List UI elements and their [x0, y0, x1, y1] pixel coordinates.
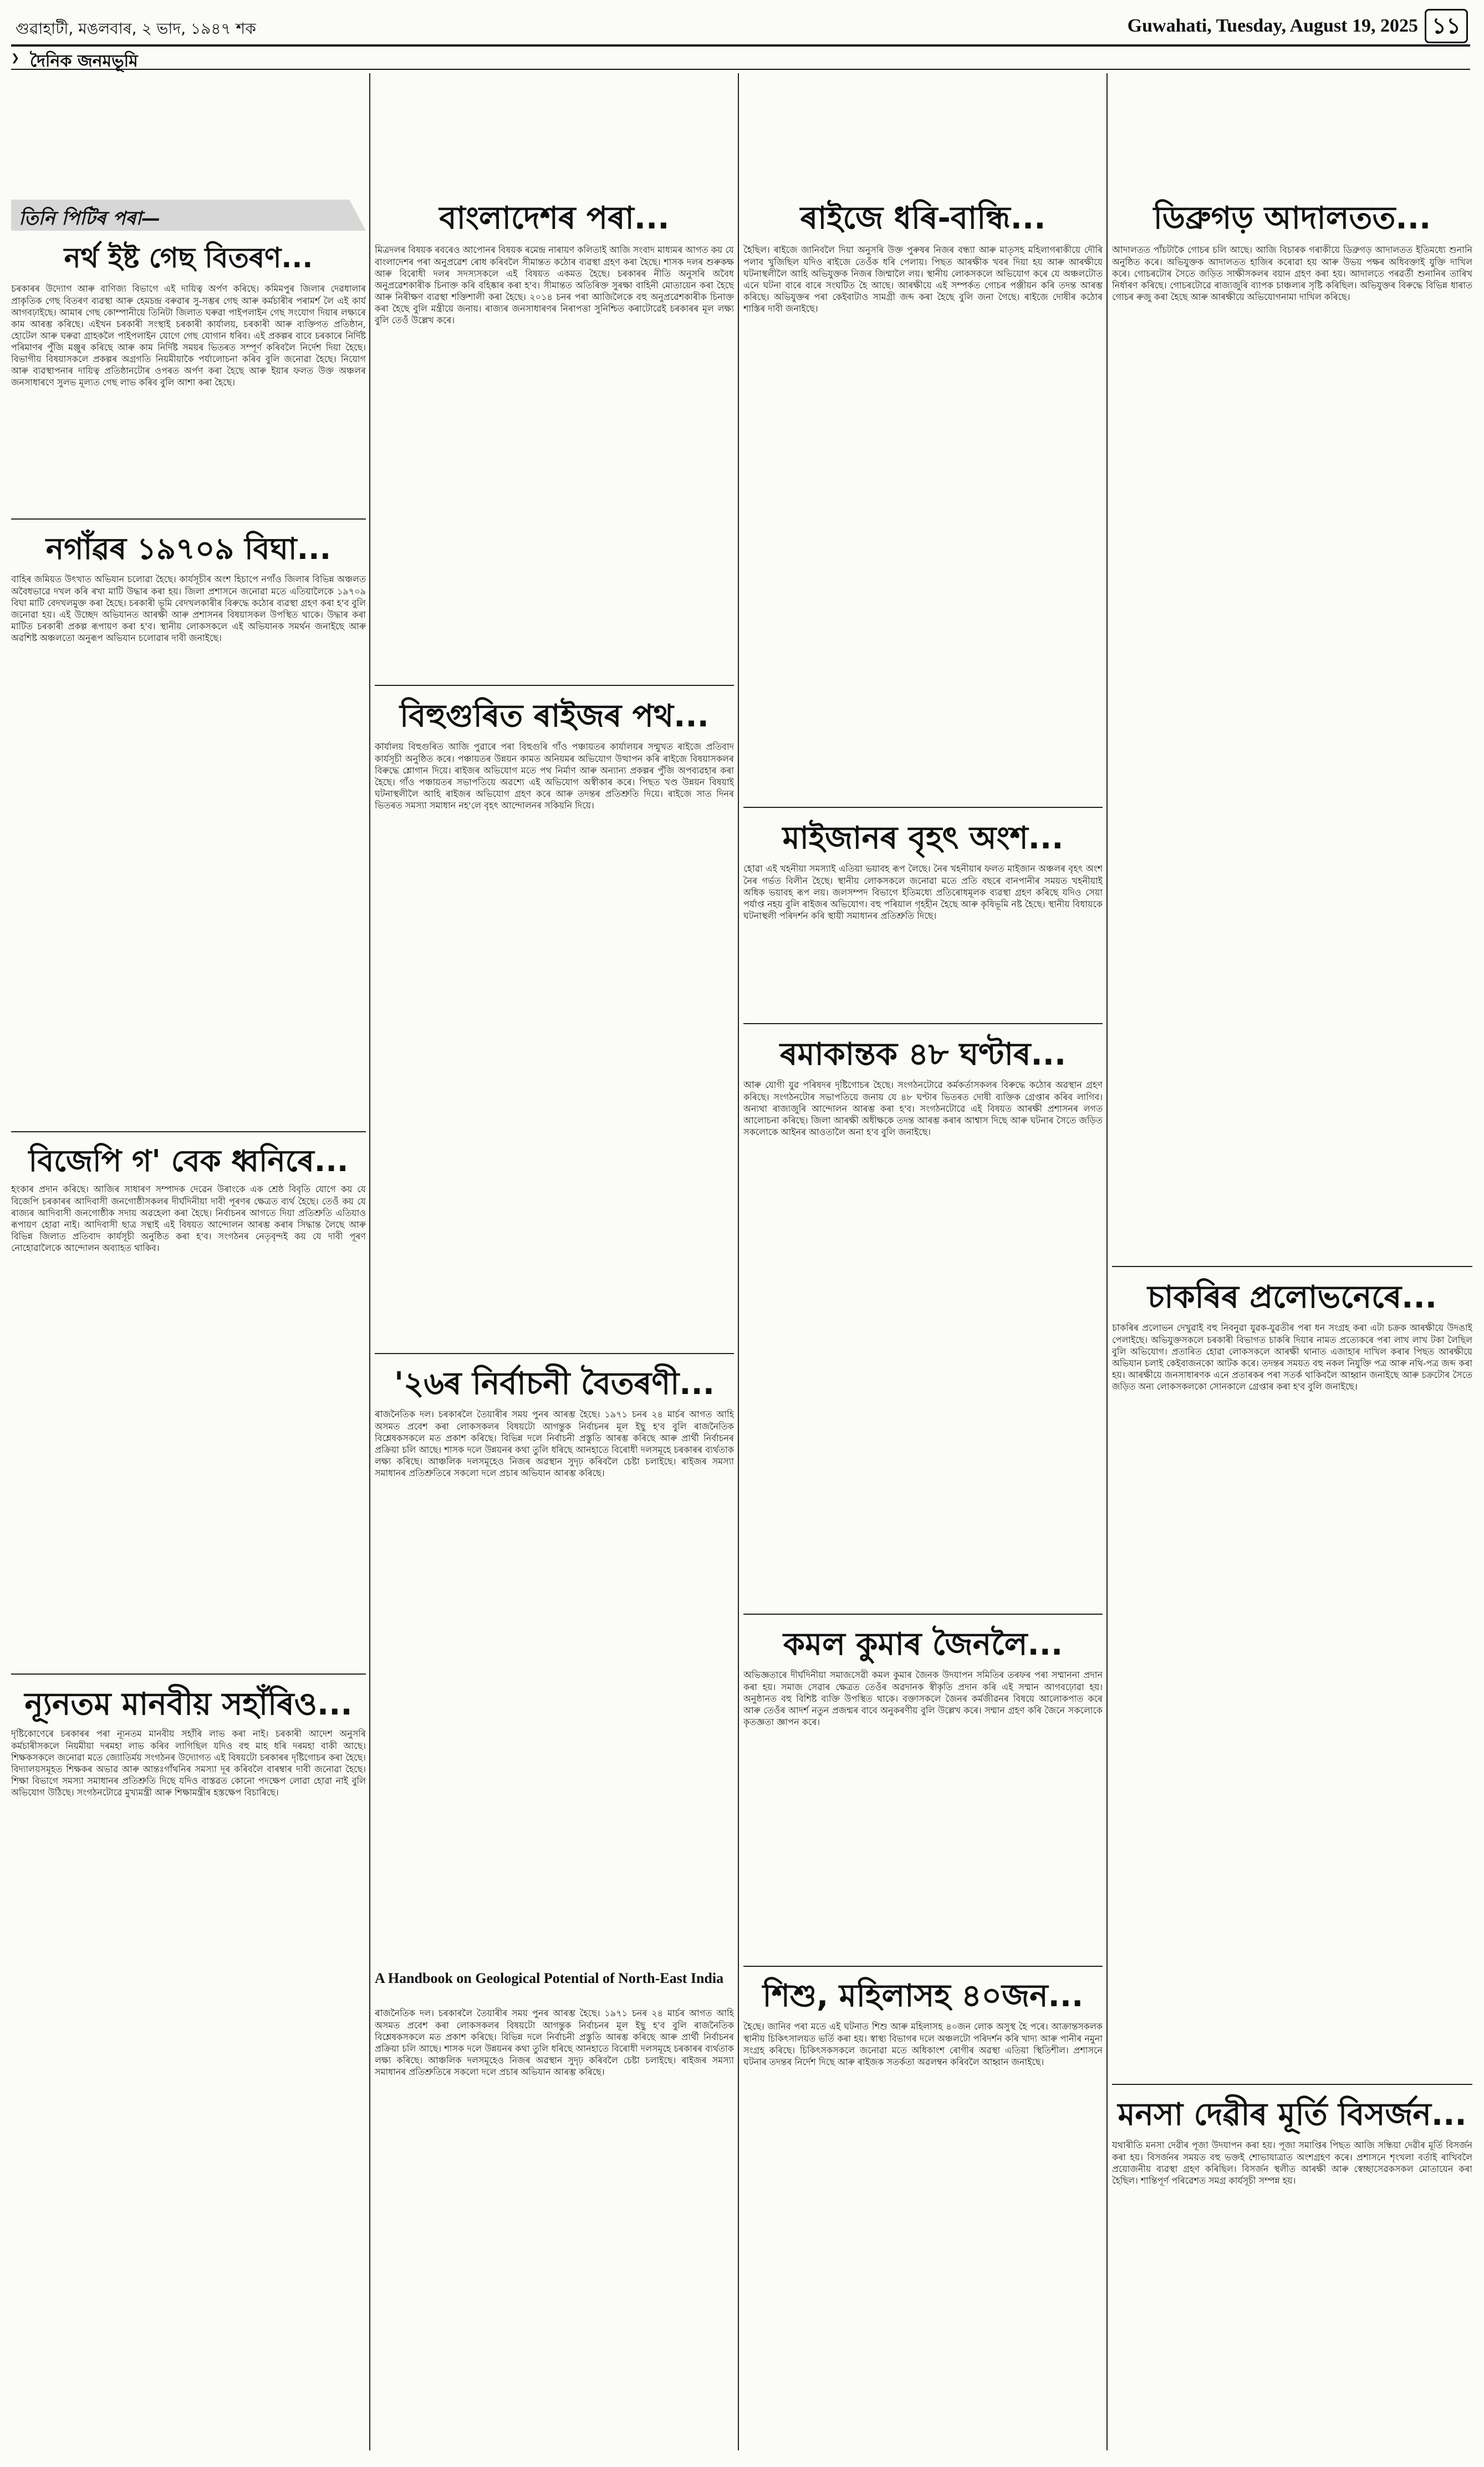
- header-bar: [16, 12, 1468, 38]
- article-body: অভিজ্ঞতাৰে দীৰ্ঘদিনীয়া সমাজসেৱী কমল কুমাৰ জৈনক উদযাপন সমিতিৰ তৰফৰ পৰা সম্মাননা প্ৰদান কৰা হয়। সমাজ সেৱাৰ ক্ষেত্ৰত তেওঁৰ অৱদানক স্বীকৃতি প্ৰদান কৰি এই সম্মান আগবঢ়োৱা হয়। অনুষ্ঠানত বহু বিশিষ্ট ব্যক্তি উপস্থিত থাকে। বক্তাসকলে জৈনৰ কৰ্মজীৱনৰ বিষয়ে আলোকপাত কৰে আৰু তেওঁৰ আদৰ্শ নতুন প্ৰজন্মৰ বাবে অনুকৰণীয় বুলি উল্লেখ কৰে। সম্মান গ্ৰহণ কৰি জৈনে সকলোকে কৃতজ্ঞতা জ্ঞাপন কৰে।: [743, 1670, 1103, 1727]
- article-body: কাৰ্যালয় বিহুগুৰিত আজি পুৱাৰে পৰা বিহুগুৰি গাঁও পঞ্চায়তৰ কাৰ্যালয়ৰ সন্মুখত ৰাইজে প্ৰতিবাদ কাৰ্যসূচী অনুষ্ঠিত কৰে। পঞ্চায়তৰ উন্নয়ন কামত অনিয়মৰ অভিযোগ উত্থাপন কৰি ৰাইজে বিষয়াসকলৰ বিৰুদ্ধে শ্লোগান দিয়ে। ৰাইজৰ অভিযোগ মতে পথ নিৰ্মাণ আৰু অন্যান্য প্ৰকল্পৰ পুঁজি অপব্যৱহাৰ কৰা হৈছে। গাঁও পঞ্চায়তৰ সভাপতিয়ে অৱশ্যে এই অভিযোগ অস্বীকাৰ কৰে। পিছত খণ্ড উন্নয়ন বিষয়াই ঘটনাস্থলীলৈ আহি ৰাইজৰ অভিযোগ গ্ৰহণ কৰে আৰু তদন্তৰ প্ৰতিশ্ৰুতি দিয়ে। ৰাইজে সাত দিনৰ ভিতৰত সমস্যা সমাধান নহ'লে বৃহৎ আন্দোলনৰ সকিয়নি দিয়ে।: [375, 741, 734, 811]
- article-body: হংকাৰ প্ৰদান কৰিছে। আজিৰ সাধাৰণ সম্পাদক দেৱেন উৰাংকে এক শ্ৰেষ্ঠ বিবৃতি যোগে কয় যে বিজেপি চৰকাৰৰ আদিবাসী জনগোষ্ঠীসকলৰ দীৰ্ঘদিনীয়া দাবী পূৰণৰ ক্ষেত্ৰত ব্যৰ্থ হৈছে। তেওঁ কয় যে ৰাজ্যৰ আদিবাসী জনগোষ্ঠীক সদায় অৱহেলা কৰা হৈছে। নিৰ্বাচনৰ আগতে দিয়া প্ৰতিশ্ৰুতি এতিয়াও ৰূপায়ণ হোৱা নাই। আদিবাসী ছাত্ৰ সন্থাই এই বিষয়ত আন্দোলন আৰম্ভ কৰাৰ সিদ্ধান্ত লৈছে আৰু বিভিন্ন জিলাত প্ৰতিবাদ কাৰ্যসূচী অনুষ্ঠিত কৰা হ'ব। সংগঠনৰ নেতৃবৃন্দই কয় যে দাবী পূৰণ নোহোৱালৈকে আন্দোলন অব্যাহত থাকিব।: [11, 1184, 366, 1253]
- article-body: আদালতত পাঁচটাকৈ গোচৰ চলি আছে। আজি বিচাৰক গৰাকীয়ে ডিব্ৰুগড় আদালতত ইতিমধ্যে শুনানি অনুষ্ঠিত কৰে। অভিযুক্তক আদালতত হাজিৰ কৰোৱা হয় আৰু উভয় পক্ষৰ অধিবক্তাই যুক্তি দাখিল কৰে। গোচৰটোৰ সৈতে জড়িত সাক্ষীসকলৰ বয়ান গ্ৰহণ কৰা হয়। আদালতে পৰৱৰ্তী শুনানিৰ তাৰিখ নিৰ্ধাৰণ কৰিছে। গোচৰটোৱে ৰাজ্যজুৰি ব্যাপক চাঞ্চল্যৰ সৃষ্টি কৰিছিল। অভিযুক্তৰ বিৰুদ্ধে বিভিন্ন ধাৰাত গোচৰ ৰুজু কৰা হৈছে আৰু আৰক্ষীয়ে অভিযোগনামা দাখিল কৰিছে।: [1112, 245, 1472, 302]
- article-body: হৈছে। জানিব পৰা মতে এই ঘটনাত শিশু আৰু মহিলাসহ ৪০জন লোক অসুস্থ হৈ পৰে। আক্ৰান্তসকলক স্থানীয় চিকিৎসালয়ত ভৰ্তি কৰা হয়। স্বাস্থ্য বিভাগৰ দলে অঞ্চলটো পৰিদৰ্শন কৰি খাদ্য আৰু পানীৰ নমুনা সংগ্ৰহ কৰিছে। চিকিৎসকসকলে জনোৱা মতে অধিকাংশ ৰোগীৰ অৱস্থা এতিয়া স্থিতিশীল। প্ৰশাসনে ঘটনাৰ তদন্তৰ নিৰ্দেশ দিছে আৰু ৰাইজক সতৰ্কতা অৱলম্বন কৰিবলৈ আহ্বান জনাইছে।: [743, 2021, 1103, 2067]
- headline: ন্যূনতম মানবীয় সহাঁৰিও...: [24, 1686, 353, 1722]
- article-body: চৰকাৰৰ উদ্যোগ আৰু বাণিজ্য বিভাগে এই দায়িত্ব অৰ্পণ কৰিছে। কমিমপুৰ জিলাৰ দেৱধালাৰ প্ৰাকৃতিক গেছ বিতৰণ ব্যৱস্থা আৰু হেমচন্দ্ৰ বৰুৱাৰ সু-সম্ভৰ গেছ আৰু কৰ্মচাৰীৰ পৰামৰ্শ লৈ এই কাৰ্য আগবঢ়াইছে। আমাৰ গেছ কোম্পানীয়ে তিনিটা জিলাত ঘৰুৱা পাইপলাইন গেছ সংযোগ দিয়াৰ লক্ষ্যৰে কাম আৰম্ভ কৰিছে। এইখন চৰকাৰী সংস্থাই চৰকাৰী কাৰ্যালয়, চৰকাৰী আৰু ব্যক্তিগত প্ৰতিষ্ঠান, হোটেল আৰু ঘৰুৱা গ্ৰাহকলৈ পাইপলাইন যোগে গেছ যোগান ধৰিব। এই প্ৰকল্পৰ বাবে চৰকাৰে নিৰ্দিষ্ট পৰিমাণৰ পুঁজি মঞ্জুৰ কৰিছে আৰু কাম নিৰ্দিষ্ট সময়ৰ ভিতৰত সম্পূৰ্ণ কৰিবলৈ নিৰ্দেশ দিয়া হৈছে। বিভাগীয় বিষয়াসকলে প্ৰকল্পৰ অগ্ৰগতি নিয়মীয়াকৈ পৰ্যালোচনা কৰিব বুলি জনোৱা হৈছে। নিয়োগ আৰু ব্যৱস্থাপনাৰ দায়িত্ব প্ৰতিষ্ঠানটোৰ ওপৰত অৰ্পণ কৰা হৈছে আৰু ইয়াৰ ফলত উক্ত অঞ্চলৰ জনসাধাৰণে সুলভ মূল্যত গেছ লাভ কৰিব বুলি আশা কৰা হৈছে।: [11, 283, 366, 388]
- column-rule: [1106, 73, 1108, 2450]
- book-title: A Handbook on Geological Potential of North-East India: [375, 1970, 724, 1986]
- headline: ডিব্ৰুগড় আদালতত...: [1153, 200, 1431, 236]
- headline: নৰ্থ ইষ্ট গেছ বিতৰণ...: [64, 242, 313, 274]
- article-body: হোৱা এই খহনীয়া সমস্যাই এতিয়া ভয়াবহ ৰূপ লৈছে। নৈৰ খহনীয়াৰ ফলত মাইজান অঞ্চলৰ বৃহৎ অংশ নৈৰ গৰ্ভত বিলীন হৈছে। স্থানীয় লোকসকলে জনোৱা মতে প্ৰতি বছৰে বানপানীৰ সময়ত খহনীয়াই অধিক ভয়াবহ ৰূপ লয়। জলসম্পদ বিভাগে ইতিমধ্যে প্ৰতিৰোধমূলক ব্যৱস্থা গ্ৰহণ কৰিছে যদিও সেয়া পৰ্যাপ্ত নহয় বুলি ৰাইজৰ অভিযোগ। বহু পৰিয়াল গৃহহীন হৈছে আৰু কৃষিভূমি নষ্ট হৈছে। স্থানীয় বিধায়কে ঘটনাস্থলী পৰিদৰ্শন কৰি স্থায়ী সমাধানৰ প্ৰতিশ্ৰুতি দিছে।: [743, 863, 1103, 921]
- date-left: গুৱাহাটী, মঙলবাৰ, ২ ভাদ, ১৯৪৭ শক: [16, 19, 256, 38]
- headline: মনসা দেৱীৰ মূৰ্তি বিসৰ্জন...: [1118, 2097, 1467, 2133]
- column-rule: [369, 73, 370, 2450]
- headline: '২৬ৰ নিৰ্বাচনী বৈতৰণী...: [394, 1366, 715, 1402]
- arrow-icon: ❯: [11, 52, 20, 64]
- date-right: Guwahati, Tuesday, August 19, 2025: [1127, 16, 1418, 36]
- headline: বিহুগুৰিত ৰাইজৰ পথ...: [400, 698, 709, 734]
- category-label: তিনি পিটিৰ পৰা—: [19, 207, 161, 230]
- headline: মাইজানৰ বৃহৎ অংশ...: [782, 820, 1064, 856]
- page-number: ১১: [1425, 9, 1468, 43]
- article-body: মিত্ৰদলৰ বিষয়ক ৰবৰেও আপোনৰ বিষয়ক ৰমেন্দ্ৰ নাৰায়ণ কলিতাই আজি সংবাদ মাধ্যমৰ আগত কয় যে বাংলাদেশৰ পৰা অনুপ্ৰৱেশ ৰোধ কৰিবলৈ সীমান্তত কঠোৰ ব্যৱস্থা গ্ৰহণ কৰা হৈছে। শাসক দলৰ শুৰুকক্ষ আৰু বিৰোধী দলৰ সদস্যসকলে এই বিষয়ত একমত হৈছে। চৰকাৰৰ নীতি অনুসৰি অবৈধ অনুপ্ৰৱেশকাৰীক চিনাক্ত কৰি বহিষ্কাৰ কৰা হ'ব। সীমান্তত অতিৰিক্ত সুৰক্ষা বাহিনী মোতায়েন কৰা হৈছে আৰু নিৰীক্ষণ ব্যৱস্থা শক্তিশালী কৰা হৈছে। ২০১৪ চনৰ পৰা আজিলৈকে বহু অনুপ্ৰৱেশকাৰীক চিনাক্ত কৰা হৈছে বুলি মন্ত্ৰীয়ে জনায়। ৰাজ্যৰ জনসাধাৰণৰ নিৰাপত্তা সুনিশ্চিত কৰাটোৱেই চৰকাৰৰ মূল লক্ষ্য বুলি তেওঁ উল্লেখ কৰে।: [375, 245, 734, 325]
- article-body: হৈছিল। ৰাইজে জানিবলৈ দিয়া অনুসৰি উক্ত পুৰুষৰ নিজৰ বন্ধ্যা আৰু মাতৃসহ মহিলাগৰাকীয়ে দৌৰি পলাব খুজিছিল যদিও ৰাইজে তেওঁক ধৰি পেলায়। পিছত আৰক্ষীক খবৰ দিয়া হয় আৰু আৰক্ষীয়ে ঘটনাস্থলীলৈ আহি অভিযুক্তক নিজৰ জিম্মালৈ লয়। স্থানীয় লোকসকলে অভিযোগ কৰে যে অঞ্চলটোত এনে ঘটনা বাৰে বাৰে সংঘটিত হৈ আছে। আৰক্ষীয়ে এই সম্পৰ্কত গোচৰ পঞ্জীয়ন কৰি তদন্ত আৰম্ভ কৰিছে। অভিযুক্তৰ পৰা কেইবাটাও সামগ্ৰী জব্দ কৰা হৈছে বুলি জনা গৈছে। ৰাইজে দোষীৰ কঠোৰ শাস্তিৰ দাবী জনাইছে।: [743, 245, 1103, 314]
- section-bar: [11, 44, 1470, 70]
- headline: শিশু, মহিলাসহ ৪০জন...: [762, 1978, 1084, 2014]
- article-body-continued: ৰাজনৈতিক দল। চৰকাৰলৈ তৈয়াৰীৰ সময় পুনৰ আৰম্ভ হৈছে। ১৯৭১ চনৰ ২৪ মাৰ্চৰ আগত আহি অসমত প্ৰবেশ কৰা লোকসকলৰ বিষয়টো আগন্তুক নিৰ্বাচনৰ মূল ইছু হ'ব বুলি ৰাজনৈতিক বিশ্লেষকসকলে মত প্ৰকাশ কৰিছে। বিভিন্ন দলে নিৰ্বাচনী প্ৰস্তুতি আৰম্ভ কৰিছে আৰু প্ৰাৰ্থী নিৰ্বাচনৰ প্ৰক্ৰিয়া চলি আছে। শাসক দলে উন্নয়নৰ কথা তুলি ধৰিছে আনহাতে বিৰোধী দলসমূহে চৰকাৰৰ ব্যৰ্থতাক লক্ষ্য কৰিছে। আঞ্চলিক দলসমূহেও নিজৰ অৱস্থান সুদৃঢ় কৰিবলৈ চেষ্টা চলাইছে। ৰাইজৰ সমস্যা সমাধানৰ প্ৰতিশ্ৰুতিৰে সকলো দলে প্ৰচাৰ অভিযান আৰম্ভ কৰিছে।: [375, 2008, 734, 2077]
- headline: বিজেপি গ' বেক ধ্বনিৰে...: [28, 1143, 349, 1178]
- category-tag: [11, 200, 366, 231]
- article-body: যথাৰীতি মনসা দেৱীৰ পূজা উদযাপন কৰা হয়। পূজা সমাপ্তিৰ পিছত আজি সন্ধিয়া দেৱীৰ মূৰ্তি বিসৰ্জন কৰা হয়। বিসৰ্জনৰ সময়ত বহু ভক্তই শোভাযাত্ৰাত অংশগ্ৰহণ কৰে। প্ৰশাসনে শৃংখলা বৰ্তাই ৰাখিবলৈ প্ৰয়োজনীয় ব্যৱস্থা গ্ৰহণ কৰিছিল। বিসৰ্জন স্থলীত আৰক্ষী আৰু স্বেচ্ছাসেৱকসকল মোতায়েন কৰা হৈছিল। শান্তিপূৰ্ণ পৰিৱেশত সমগ্ৰ কাৰ্যসূচী সম্পন্ন হয়।: [1112, 2140, 1472, 2186]
- section-title: দৈনিক জনমভূমি: [30, 52, 138, 71]
- article-body: দৃষ্টিকোণেৰে চৰকাৰৰ পৰা ন্যূনতম মানবীয় সহাঁৰি লাভ কৰা নাই। চৰকাৰী আদেশ অনুসৰি কৰ্মচাৰীসকলে নিয়মীয়া দৰমহা লাভ কৰিব লাগিছিল যদিও বহু মাহ ধৰি দৰমহা বাকী আছে। শিক্ষকসকলে জনোৱা মতে জ্যোতিৰ্ময় সংগঠনৰ উদ্যোগত এই বিষয়টো চৰকাৰৰ দৃষ্টিগোচৰ কৰা হৈছে। বিদ্যালয়সমূহত শিক্ষকৰ অভাৱ আৰু আন্তঃগাঁথনিৰ সমস্যা দূৰ কৰিবলৈ বাৰম্বাৰ দাবী জনোৱা হৈছে। শিক্ষা বিভাগে সমস্যা সমাধানৰ প্ৰতিশ্ৰুতি দিছে যদিও বাস্তৱত কোনো পদক্ষেপ লোৱা হোৱা নাই বুলি অভিযোগ উঠিছে। সংগঠনটোৱে মুখ্যমন্ত্ৰী আৰু শিক্ষামন্ত্ৰীৰ হস্তক্ষেপ বিচাৰিছে।: [11, 1728, 366, 1798]
- article-body: ৰাজনৈতিক দল। চৰকাৰলৈ তৈয়াৰীৰ সময় পুনৰ আৰম্ভ হৈছে। ১৯৭১ চনৰ ২৪ মাৰ্চৰ আগত আহি অসমত প্ৰবেশ কৰা লোকসকলৰ বিষয়টো আগন্তুক নিৰ্বাচনৰ মূল ইছু হ'ব বুলি ৰাজনৈতিক বিশ্লেষকসকলে মত প্ৰকাশ কৰিছে। বিভিন্ন দলে নিৰ্বাচনী প্ৰস্তুতি আৰম্ভ কৰিছে আৰু প্ৰাৰ্থী নিৰ্বাচনৰ প্ৰক্ৰিয়া চলি আছে। শাসক দলে উন্নয়নৰ কথা তুলি ধৰিছে আনহাতে বিৰোধী দলসমূহে চৰকাৰৰ ব্যৰ্থতাক লক্ষ্য কৰিছে। আঞ্চলিক দলসমূহেও নিজৰ অৱস্থান সুদৃঢ় কৰিবলৈ চেষ্টা চলাইছে। ৰাইজৰ সমস্যা সমাধানৰ প্ৰতিশ্ৰুতিৰে সকলো দলে প্ৰচাৰ অভিযান আৰম্ভ কৰিছে।: [375, 1409, 734, 1478]
- headline: ৰাইজে ধৰি-বান্ধি...: [800, 200, 1046, 236]
- article-body: চাকৰিৰ প্ৰলোভন দেখুৱাই বহু নিবনুৱা যুৱক-যুৱতীৰ পৰা ধন সংগ্ৰহ কৰা এটা চক্ৰক আৰক্ষীয়ে উদঙাই পেলাইছে। অভিযুক্তসকলে চৰকাৰী বিভাগত চাকৰি দিয়াৰ নামত প্ৰত্যেকৰে পৰা লাখ লাখ টকা লৈছিল বুলি অভিযোগ। প্ৰতাৰিত হোৱা লোকসকলে আৰক্ষী থানাত এজাহাৰ দাখিল কৰাৰ পিছত আৰক্ষীয়ে অভিযান চলাই কেইবাজনকো আটক কৰে। তদন্তৰ সময়ত বহু নকল নিযুক্তি পত্ৰ আৰু নথি-পত্ৰ জব্দ কৰা হয়। আৰক্ষীয়ে জনসাধাৰণক এনে প্ৰতাৰকৰ পৰা সতৰ্ক থাকিবলৈ আহ্বান জনাইছে আৰু চক্ৰটোৰ সৈতে জড়িত অন্য লোকসকলকো সোনকালে গ্ৰেপ্তাৰ কৰা হ'ব বুলি জনাইছে।: [1112, 1322, 1472, 1392]
- article-body: বাহিৰ জমিয়ত উৎখাত অভিযান চলোৱা হৈছে। কাৰ্যসূচীৰ অংশ হিচাপে নগাঁও জিলাৰ বিভিন্ন অঞ্চলত অবৈধভাৱে দখল কৰি ৰখা মাটি উদ্ধাৰ কৰা হয়। জিলা প্ৰশাসনে জনোৱা মতে এতিয়ালৈকে ১৯৭০৯ বিঘা মাটি বেদখলমুক্ত কৰা হৈছে। চৰকাৰী ভূমি বেদখলকাৰীৰ বিৰুদ্ধে কঠোৰ ব্যৱস্থা গ্ৰহণ কৰা হ'ব বুলি জনোৱা হয়। এই উচ্ছেদ অভিযানত আৰক্ষী আৰু প্ৰশাসনৰ বিষয়াসকল উপস্থিত থাকে। উদ্ধাৰ কৰা মাটিত চৰকাৰী প্ৰকল্প ৰূপায়ণ কৰা হ'ব। স্থানীয় লোকসকলে এই অভিযানক সমৰ্থন জনাইছে আৰু অৱশিষ্ট অঞ্চলতো অনুৰূপ অভিযান চলোৱাৰ দাবী জনাইছে।: [11, 574, 366, 643]
- headline: কমল কুমাৰ জৈনলৈ...: [783, 1626, 1063, 1662]
- headline: নগাঁৱৰ ১৯৭০৯ বিঘা...: [45, 531, 332, 566]
- article-body: আৰু যোগী যুৱ পৰিষদৰ দৃষ্টিগোচৰ হৈছে। সংগঠনটোৱে কৰ্মকৰ্তাসকলৰ বিৰুদ্ধে কঠোৰ অৱস্থান গ্ৰহণ কৰিছে। সংগঠনটোৰ সভাপতিয়ে জনায় যে ৪৮ ঘণ্টাৰ ভিতৰত দোষী ব্যক্তিক গ্ৰেপ্তাৰ কৰিব লাগিব। অন্যথা ৰাজ্যজুৰি আন্দোলন আৰম্ভ কৰা হ'ব। সংগঠনটোৱে এই বিষয়ত আৰক্ষী প্ৰশাসনৰ লগত আলোচনা কৰিছে। জিলা আৰক্ষী অধীক্ষকে তদন্ত আৰম্ভ কৰাৰ আশ্বাস দিছে আৰু ঘটনাৰ সৈতে জড়িত সকলোকে আইনৰ আওতালৈ অনা হ'ব বুলি জনাইছে।: [743, 1080, 1103, 1137]
- headline: বাংলাদেশৰ পৰা...: [439, 200, 670, 236]
- headline: ৰমাকান্তক ৪৮ ঘণ্টাৰ...: [779, 1036, 1067, 1072]
- headline: চাকৰিৰ প্ৰলোভনেৰে...: [1148, 1279, 1437, 1315]
- column-rule: [738, 73, 739, 2450]
